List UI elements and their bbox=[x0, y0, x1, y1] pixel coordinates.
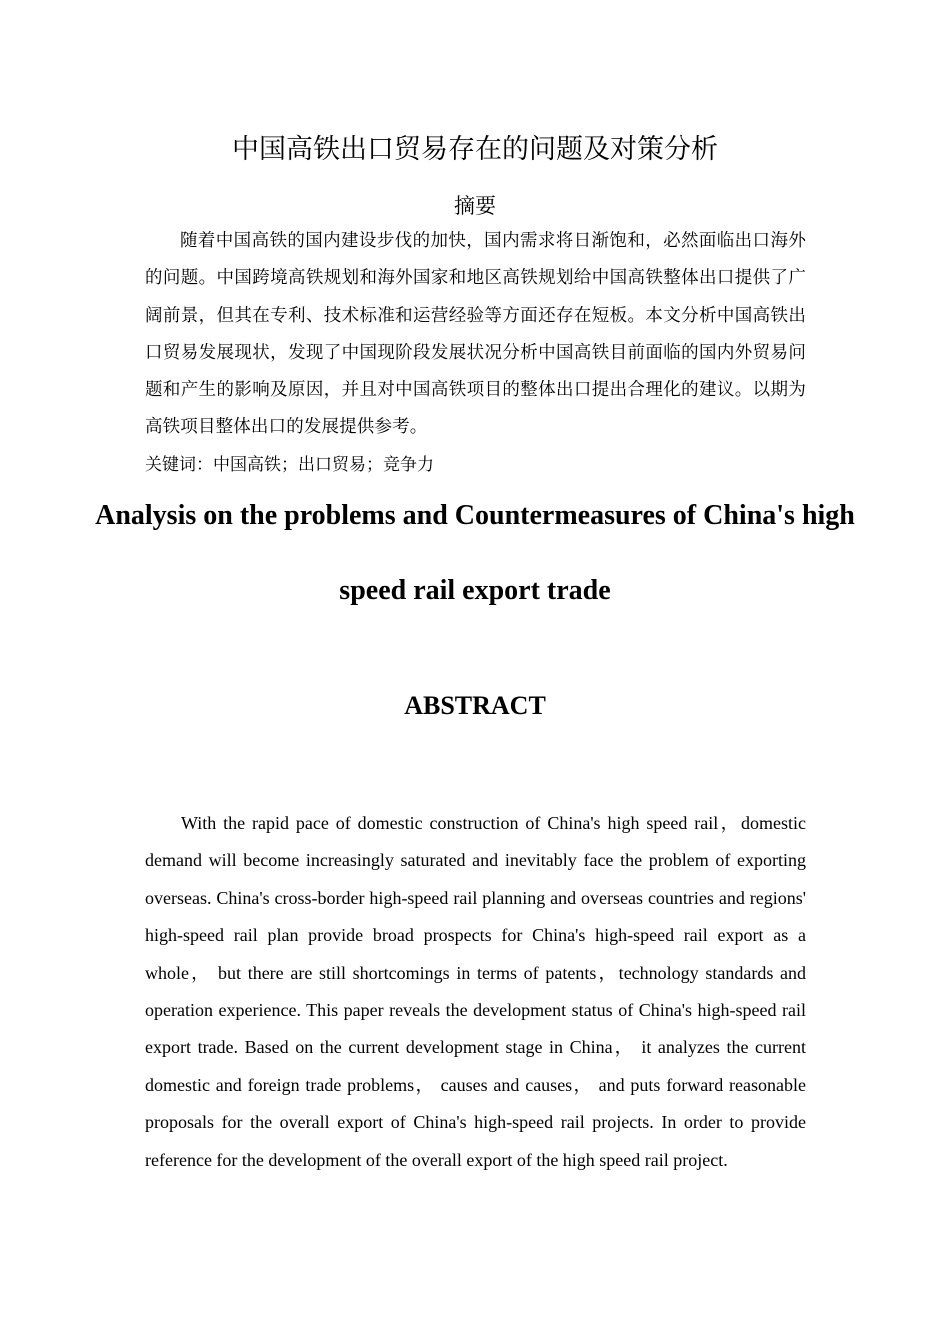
keywords-value: 中国高铁；出口贸易；竞争力 bbox=[213, 455, 434, 475]
english-abstract-heading: ABSTRACT bbox=[404, 691, 546, 720]
english-abstract-body: With the rapid pace of domestic construction of China's high speed rail，domestic demand will become increasingly saturated and inevitably face the problem of exporting overseas. China's cross-border high-speed rail planning and overseas countries and regions' high-speed rail plan provide broad prospects for China's high-speed rail export as a whole， but there are still shortcomings in terms of patents，technology standards and operation experience. This paper reveals the development status of China's high-speed rail export trade. Based on the current development stage in China， it analyzes the current domestic and foreign trade problems， causes and causes， and puts forward reasonable proposals for the overall export of China's high-speed rail projects. In order to provide reference for the development of the overall export of the high speed rail project. bbox=[145, 813, 806, 1170]
chinese-title: 中国高铁出口贸易存在的问题及对策分析 bbox=[232, 134, 718, 165]
keywords-label: 关键词： bbox=[145, 455, 213, 475]
english-title: Analysis on the problems and Countermeasures of China's high speed rail export trade bbox=[95, 500, 855, 606]
chinese-abstract-body: 随着中国高铁的国内建设步伐的加快，国内需求将日渐饱和，必然面临出口海外的问题。中国跨境高铁规划和海外国家和地区高铁规划给中国高铁整体出口提供了广阔前景，但其在专利、技术标准和运营经验等方面还存在短板。本文分析中国高铁出口贸易发展现状，发现了中国现阶段发展状况分析中国高铁目前面临的国内外贸易问题和产生的影响及原因，并且对中国高铁项目的整体出口提出合理化的建议。以期为高铁项目整体出口的发展提供参考。 bbox=[145, 231, 806, 438]
chinese-abstract-heading: 摘要 bbox=[454, 194, 496, 218]
